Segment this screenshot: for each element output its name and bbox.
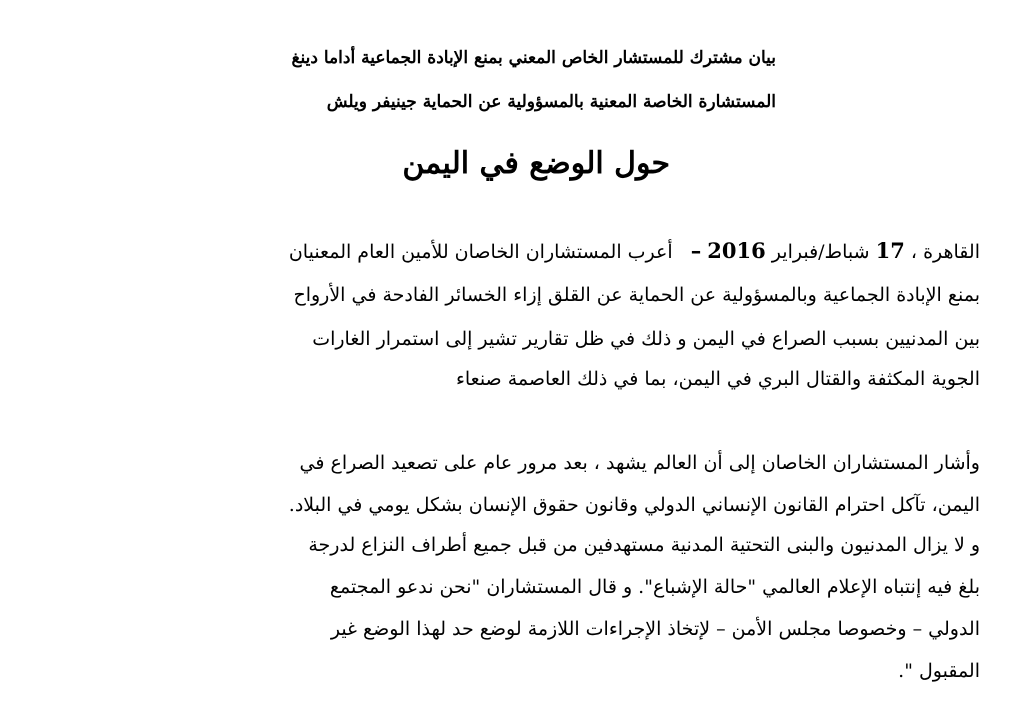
- dateline-year: 2016: [707, 238, 766, 263]
- paragraph-2-line-4: بلغ فيه إنتباه الإعلام العالمي "حالة الإشباع". و قال المستشاران "نحن ندعو المجتمع: [329, 576, 980, 598]
- paragraph-1-line-1: [289, 238, 980, 263]
- paragraph-2-line-3: و لا يزال المدنيون والبنى التحتية المدنية مستهدفين من قبل جميع أطراف النزاع لدرجة: [308, 534, 980, 556]
- header-line-1: بيان مشترك للمستشار الخاص المعني بمنع الإبادة الجماعية أداما دينغ: [291, 48, 776, 68]
- paragraph-1-line-4: الجوية المكثفة والقتال البري في اليمن، بما في ذلك العاصمة صنعاء: [455, 368, 980, 390]
- paragraph-2-line-2: اليمن، تآكل احترام القانون الإنساني الدولي وقانون حقوق الإنسان بشكل يومي في البلاد.: [288, 494, 980, 516]
- paragraph-2-line-1: وأشار المستشاران الخاصان إلى أن العالم يشهد ، بعد مرور عام على تصعيد الصراع في: [299, 452, 980, 474]
- dateline-month: شباط/فبراير: [771, 241, 870, 263]
- dateline-city: القاهرة ،: [910, 241, 980, 263]
- paragraph-1-line-1-text: أعرب المستشاران الخاصان للأمين العام المعنيان: [288, 241, 673, 263]
- paragraph-2-line-5: الدولي – وخصوصا مجلس الأمن – لإتخاذ الإجراءات اللازمة لوضع حد لهذا الوضع غير: [330, 618, 980, 640]
- header-line-2: المستشارة الخاصة المعنية بالمسؤولية عن الحماية جينيفر ويلش: [326, 92, 776, 112]
- paragraph-2-line-6: المقبول ".: [898, 660, 980, 682]
- paragraph-1-line-2: بمنع الإبادة الجماعية وبالمسؤولية عن الحماية عن القلق إزاء الخسائر الفادحة في الأرواح: [293, 284, 980, 306]
- dateline-day: 17: [875, 238, 905, 263]
- document-title: حول الوضع في اليمن: [402, 146, 670, 181]
- paragraph-1-line-3: بين المدنيين بسبب الصراع في اليمن و ذلك في ظل تقارير تشير إلى استمرار الغارات: [312, 328, 980, 350]
- dateline-dash: –: [690, 238, 702, 263]
